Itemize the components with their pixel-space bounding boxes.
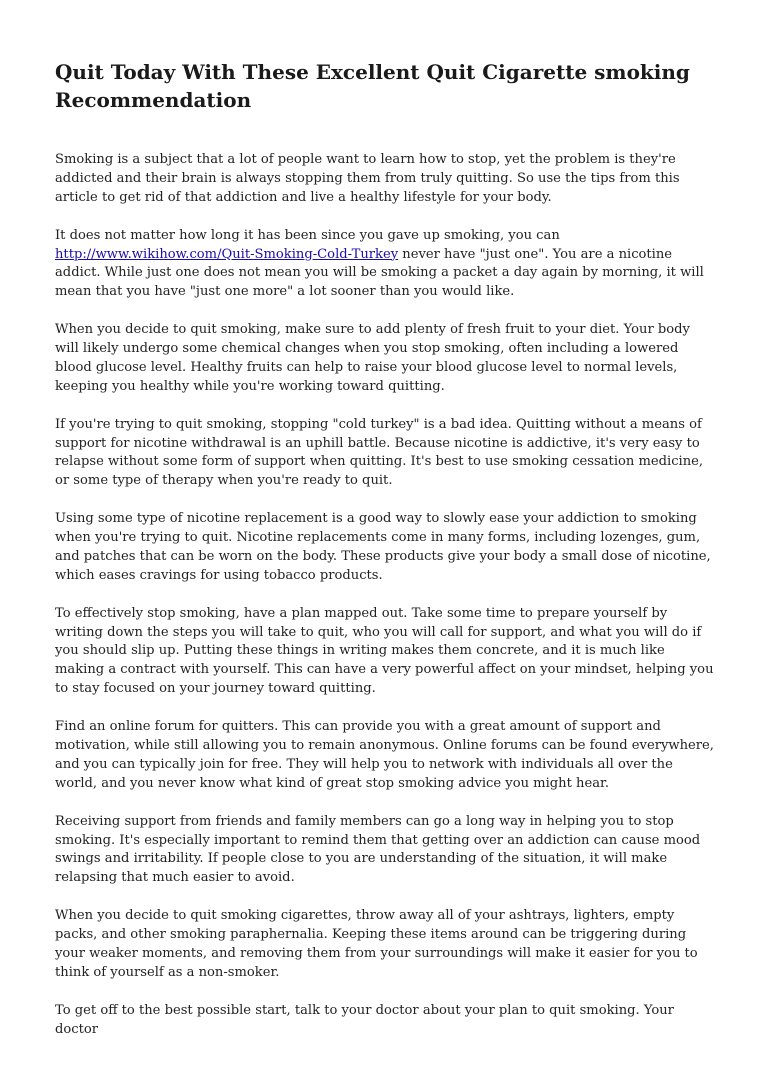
paragraph-6: To effectively stop smoking, have a plan mapped out. Take some time to prepare yourself by writing down the steps you will take to quit, who you will call for support, and what you will do if you should slip up. Putting these things in writing makes them concrete, and it is much like making a contract with yourself. This can have a very powerful affect on your mindset, helping you to stay focused on your journey toward quitting. — [55, 605, 714, 697]
document-title: Quit Today With These Excellent Quit Cigarette smoking Recommendation — [55, 60, 690, 112]
paragraph-4: If you're trying to quit smoking, stopping "cold turkey" is a bad idea. Quitting without a means of support for nicotine withdrawal is an uphill battle. Because nicotine is addictive, it's very easy to relapse without some form of support when quitting. It's best to use smoking cessation medicine, or some type of therapy when you're ready to quit. — [55, 416, 704, 489]
paragraph-2 — [55, 227, 715, 303]
paragraph-2-text-after: never have "just one". You are a nicotine addict. While just one does not mean you will be smoking a packet a day again by morning, it will mean that you have "just one more" a lot sooner than you would like. — [55, 246, 704, 300]
paragraph-1: Smoking is a subject that a lot of people want to learn how to stop, yet the problem is they're addicted and their brain is always stopping them from truly quitting. So use the tips from this article to get rid of that addiction and live a healthy lifestyle for your body. — [55, 152, 680, 205]
paragraph-7: Find an online forum for quitters. This can provide you with a great amount of support and motivation, while still allowing you to remain anonymous. Online forums can be found everywhere, and you can typically join for free. They will help you to network with individuals all over the world, and you never know what kind of great stop smoking advice you might hear. — [55, 719, 714, 791]
paragraph-3: When you decide to quit smoking, make sure to add plenty of fresh fruit to your diet. Your body will likely undergo some chemical changes when you stop smoking, often including a lowered blood glucose level. Healthy fruits can help to raise your blood glucose level to normal levels, keeping you healthy while you're working toward quitting. — [55, 322, 690, 394]
document-page — [55, 58, 715, 1058]
paragraph-10: To get off to the best possible start, talk to your doctor about your plan to quit smoking. Your doctor — [55, 1002, 674, 1037]
paragraph-5: Using some type of nicotine replacement is a good way to slowly ease your addiction to smoking when you're trying to quit. Nicotine replacements come in many forms, including lozenges, gum, and patches that can be worn on the body. These products give your body a small dose of nicotine, which eases cravings for using tobacco products. — [55, 511, 711, 583]
paragraph-8: Receiving support from friends and family members can go a long way in helping you to stop smoking. It's especially important to remind them that getting over an addiction can cause mood swings and irritability. If people close to you are understanding of the situation, it will make relapsing that much easier to avoid. — [55, 813, 701, 886]
paragraph-9: When you decide to quit smoking cigarettes, throw away all of your ashtrays, lighters, empty packs, and other smoking paraphernalia. Keeping these items around can be triggering during your weaker moments, and removing them from your surroundings will make it easier for you to think of yourself as a non-smoker. — [55, 908, 698, 980]
wikihow-link[interactable]: http://www.wikihow.com/Quit-Smoking-Cold-Turkey — [55, 246, 399, 262]
paragraph-2-text-before: It does not matter how long it has been since you gave up smoking, you can — [55, 227, 560, 243]
